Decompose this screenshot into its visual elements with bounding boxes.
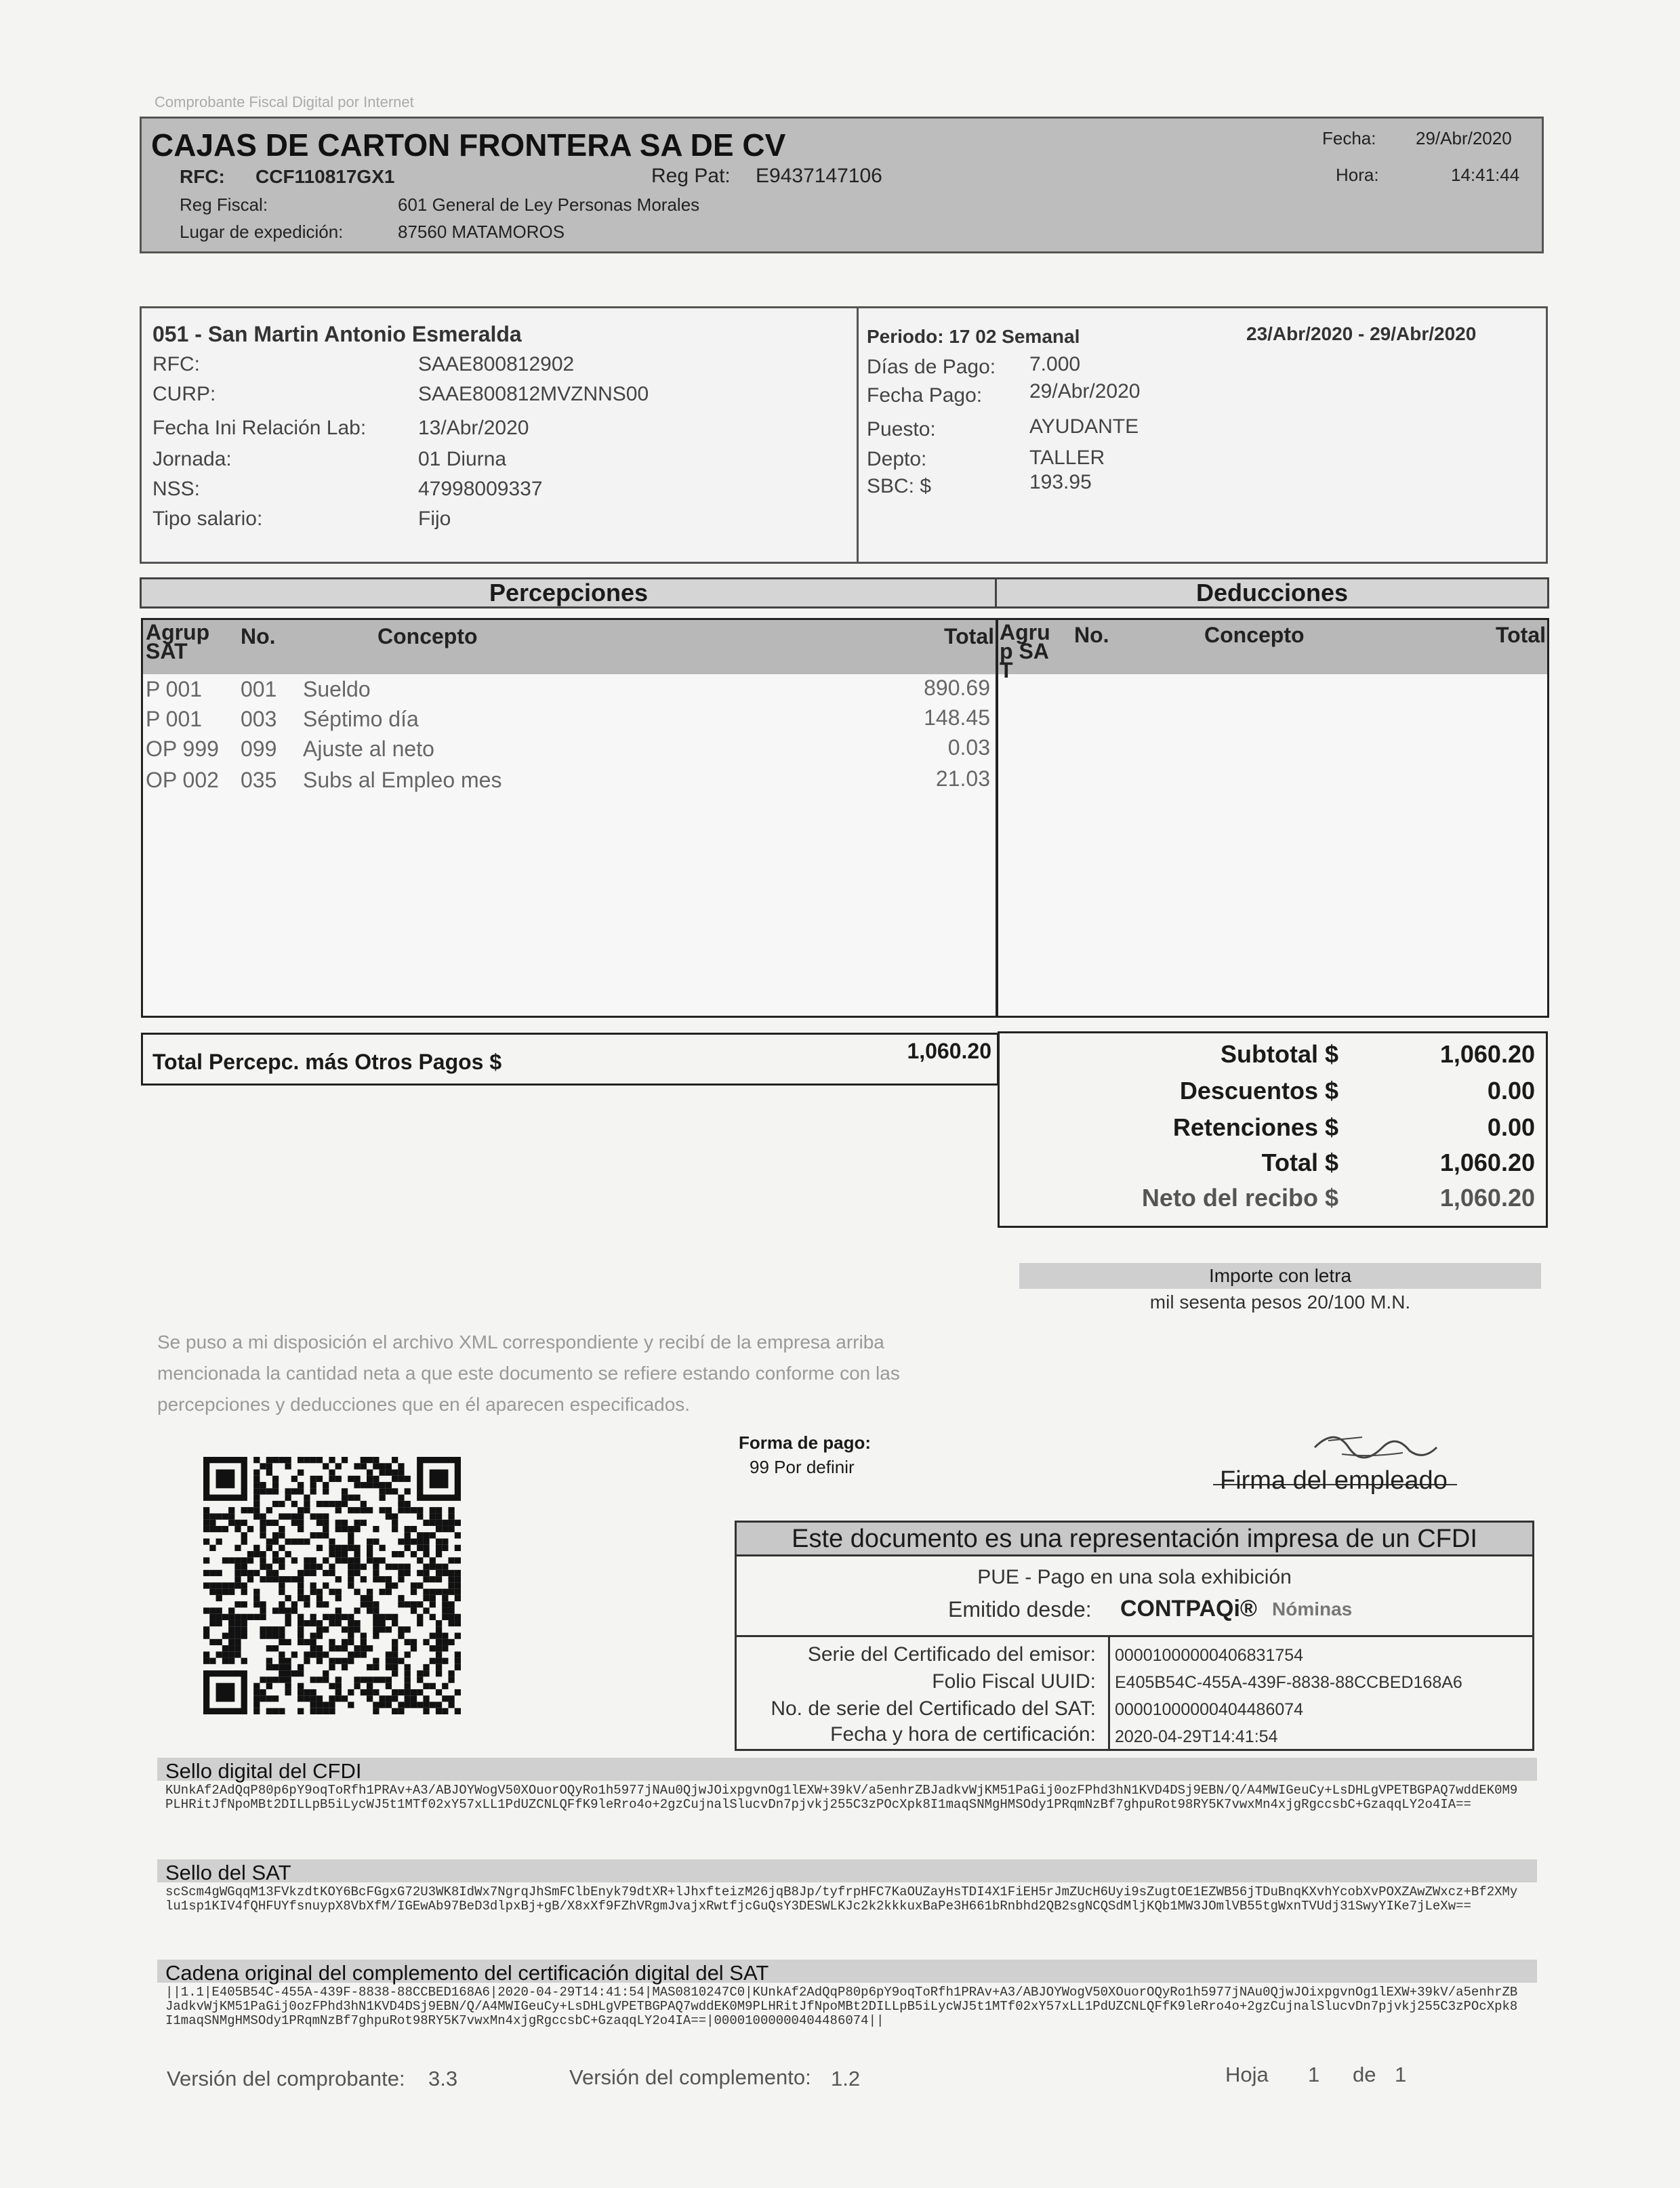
table-row-no: 003 (241, 707, 277, 731)
dias-pago-label: Días de Pago: (867, 356, 996, 378)
total-hojas: 1 (1395, 2063, 1407, 2086)
puesto-label: Puesto: (867, 418, 936, 440)
fecha-cert: 2020-04-29T14:41:54 (1115, 1727, 1278, 1746)
sello-sat-text: scScm4gWGqqM13FVkzdtKOY6BcFGgxG72U3WK8IdWx7NgrqJhSmFClbEnyk79dtXR+lJhxfteizM26jqB8Jp/tyfrpHFC7KaOUZayHsTDI4X1FiEH5rJmZUcH6Uyi9sZugtOE1EZWB56jTDuBnqKXvhYcobXvPOXZAwZWxcz+Bf2XMylu1sp1KIV4fQHFUYfsnuypX8VbXfM/IGEwAb97BeD3dlpxBj+gB/X8xXf9FZhVRgmJvajxRwtfjcGuQsY3DESWLKJc2k2kkkuxBaPe3H661bRnbhd2QB2sgNCQSdMljKQb1MW3JOmlVB55tgWxnTVUdj31SwyYIKe7jLeXw== (165, 1884, 1518, 1914)
forma-pago-value: 99 Por definir (750, 1457, 855, 1477)
document-caption: Comprobante Fiscal Digital por Internet (155, 94, 414, 110)
table-row-total: 148.45 (924, 705, 990, 730)
cert-emisor: 00001000000406831754 (1115, 1646, 1304, 1665)
employee-curp-label: CURP: (152, 383, 216, 405)
de-label: de (1353, 2063, 1376, 2086)
nominas-label: Nóminas (1272, 1598, 1353, 1619)
cfdi-info (735, 1521, 1534, 1751)
fecha-pago-label: Fecha Pago: (867, 384, 983, 407)
col-agrup-sat: Agru p SA T (1000, 620, 1050, 682)
issuer-rfc-label: RFC: (180, 166, 225, 187)
subtotal-value: 1,060.20 (1439, 1040, 1535, 1068)
issuer-rfc: CCF110817GX1 (255, 166, 395, 187)
total-percepciones-value: 1,060.20 (907, 1039, 991, 1063)
nss: 47998009337 (418, 478, 543, 500)
hora-label: Hora: (1336, 165, 1379, 185)
nss-label: NSS: (152, 478, 201, 500)
col-no: No. (1074, 623, 1109, 647)
sello-cfdi-bar (157, 1758, 1537, 1781)
periodo: Periodo: 17 02 Semanal (867, 326, 1080, 347)
table-row-concepto: Subs al Empleo mes (303, 768, 502, 792)
cfdi-divider (737, 1635, 1532, 1637)
retenciones-label: Retenciones $ (1172, 1113, 1338, 1141)
table-row-concepto: Séptimo día (303, 707, 419, 731)
dias-pago: 7.000 (1029, 353, 1081, 375)
total-label: Total $ (1261, 1149, 1338, 1176)
retenciones-value: 0.00 (1487, 1113, 1535, 1141)
table-row-concepto: Sueldo (303, 677, 371, 701)
employee-info (140, 306, 1548, 564)
employee-rfc: SAAE800812902 (418, 353, 575, 375)
deducciones-table (996, 618, 1549, 1018)
fecha-cert-label: Fecha y hora de certificación: (830, 1723, 1096, 1746)
importe-text: mil sesenta pesos 20/100 M.N. (1149, 1292, 1411, 1313)
sello-sat-title: Sello del SAT (165, 1861, 291, 1884)
fecha-ini-label: Fecha Ini Relación Lab: (152, 417, 367, 439)
emitido-label: Emitido desde: (948, 1597, 1092, 1622)
table-row-agrup: OP 002 (146, 768, 219, 792)
uuid: E405B54C-455A-439F-8838-88CCBED168A6 (1115, 1673, 1462, 1692)
version-comprobante: 3.3 (428, 2067, 458, 2090)
col-total: Total (1495, 623, 1546, 647)
percepciones-title: Percepciones (140, 577, 998, 608)
fecha-label: Fecha: (1322, 128, 1376, 148)
depto-label: Depto: (867, 448, 927, 470)
percepciones-table (141, 618, 998, 1018)
col-agrup-sat: Agrup SAT (146, 620, 210, 663)
tipo-salario: Fijo (418, 508, 451, 530)
sbc: 193.95 (1029, 471, 1092, 493)
reg-fiscal-label: Reg Fiscal: (180, 194, 268, 215)
firma-label: Firma del empleado (1220, 1466, 1448, 1495)
table-row-concepto: Ajuste al neto (303, 737, 434, 761)
employee-rfc-label: RFC: (152, 353, 200, 375)
totals-summary (998, 1031, 1548, 1228)
neto-value: 1,060.20 (1439, 1184, 1535, 1212)
jornada: 01 Diurna (418, 448, 507, 470)
cert-sat: 00001000000404486074 (1115, 1700, 1304, 1719)
total-percepciones (141, 1033, 999, 1086)
table-row-agrup: P 001 (146, 707, 203, 731)
table-row-no: 001 (241, 677, 277, 701)
table-row-agrup: P 001 (146, 677, 203, 701)
sbc-label: SBC: $ (867, 475, 932, 497)
issuer-header (140, 117, 1544, 253)
col-concepto: Concepto (1204, 623, 1305, 647)
cert-emisor-label: Serie del Certificado del emisor: (807, 1643, 1096, 1666)
hoja-label: Hoja (1225, 2063, 1269, 2086)
disclaimer-text: Se puso a mi disposición el archivo XML correspondiente y recibí de la empresa arriba mencionada la cantidad neta a que este documento se refiere estando conforme con las percepciones y deducciones que en él aparecen especificados. (157, 1332, 900, 1415)
descuentos-value: 0.00 (1487, 1077, 1535, 1105)
total-percepciones-label: Total Percepc. más Otros Pagos $ (152, 1050, 502, 1074)
reg-pat: E9437147106 (756, 165, 882, 187)
cadena-title: Cadena original del complemento del certificación digital del SAT (165, 1961, 769, 1985)
sello-cfdi-text: KUnkAf2AdQqP80p6pY9oqToRfh1PRAv+A3/ABJOYWogV50XOuorOQyRo1h5977jNAu0QjwJOixpgvnOg1lEXW+39kV/a5enhrZBJadkvWjKM51PaGij0ozFPhd3hN1KVD4DSj9EBN/Q/A4MWIGeuCy+LsDHLgVPETBGPAQ7wddEK0M9PLHRitJfNpoMBt2DILLpB5iLycWJ5t1MTf02xY57xLL1PdUZCNLQFfK9leRro4o+2gzCujnalSlucvDn7pjvkj255C3zPOcXpk8I1maqSNMgHMSOdy1PRqmNzBf7ghpuRot98RY5K7vwxMn4xjgRgccsbC+GzaqqLY2o4IA== (165, 1783, 1518, 1812)
tipo-salario-label: Tipo salario: (152, 508, 263, 530)
deducciones-title: Deducciones (995, 577, 1549, 608)
lugar-expedicion: 87560 MATAMOROS (398, 222, 565, 242)
cfdi-title: Este documento es una representación impresa de un CFDI (737, 1523, 1532, 1556)
periodo-rango: 23/Abr/2020 - 29/Abr/2020 (1246, 323, 1477, 344)
version-complemento: 1.2 (831, 2067, 861, 2090)
fecha-pago: 29/Abr/2020 (1029, 380, 1141, 402)
cadena-text: ||1.1|E405B54C-455A-439F-8838-88CCBED168A6|2020-04-29T14:41:54|MAS0810247C0|KUnkAf2AdQqP80p6pY9oqToRfh1PRAv+A3/ABJOYWogV50XOuorOQyRo1h5977jNAu0QjwJOixpgvnOg1lEXW+39kV/a5enhrZBJadkvWjKM51PaGij0ozFPhd3hN1KVD4DSj9EBN/Q/A4MWIGeuCy+LsDHLgVPETBGPAQ7wddEK0M9PLHRitJfNpoMBt2DILLpB5iLycWJ5t1MTf02xY57xLL1PdUZCNLQFfK9leRro4o+2gzCujnalSlucvDn7pjvkj255C3zPOcXpk8I1maqSNMgHMSOdy1PRqmNzBf7ghpuRot98RY5K7vwxMn4xjgRgccsbC+GzaqqLY2o4IA==|00001000000404486074|| (165, 1985, 1518, 2028)
table-row-agrup: OP 999 (146, 737, 219, 761)
table-row-total: 890.69 (924, 676, 990, 700)
version-comprobante-label: Versión del comprobante: (167, 2067, 405, 2090)
uuid-label: Folio Fiscal UUID: (932, 1670, 1096, 1693)
total-value: 1,060.20 (1439, 1149, 1535, 1176)
sello-cfdi-title: Sello digital del CFDI (165, 1759, 362, 1783)
importe-label: Importe con letra (1019, 1263, 1541, 1289)
col-no: No. (241, 624, 276, 648)
subtotal-label: Subtotal $ (1220, 1040, 1338, 1068)
fecha-ini: 13/Abr/2020 (418, 417, 529, 439)
employee-divider (857, 308, 859, 562)
version-complemento-label: Versión del complemento: (569, 2065, 811, 2089)
cert-sat-label: No. de serie del Certificado del SAT: (771, 1697, 1096, 1720)
table-row-total: 21.03 (935, 766, 990, 791)
table-row-no: 099 (241, 737, 277, 761)
employee-name: 051 - San Martin Antonio Esmeralda (152, 322, 522, 346)
table-row-total: 0.03 (947, 735, 990, 760)
hoja-number: 1 (1308, 2063, 1320, 2086)
metodo-pago: PUE - Pago en una sola exhibición (977, 1566, 1292, 1588)
cfdi-vline (1108, 1635, 1110, 1749)
employee-curp: SAAE800812MVZNNS00 (418, 383, 649, 405)
fecha-value: 29/Abr/2020 (1416, 128, 1512, 148)
qr-code-icon (203, 1457, 461, 1714)
table-row-no: 035 (241, 768, 277, 792)
forma-pago-label: Forma de pago: (739, 1432, 872, 1453)
col-total: Total (943, 624, 994, 648)
col-concepto: Concepto (377, 624, 478, 648)
neto-label: Neto del recibo $ (1141, 1184, 1338, 1212)
puesto: AYUDANTE (1029, 415, 1139, 438)
hora-value: 14:41:44 (1451, 165, 1520, 185)
contpaqi-logo: CONTPAQi® (1120, 1596, 1257, 1622)
depto: TALLER (1029, 447, 1105, 469)
jornada-label: Jornada: (152, 448, 232, 470)
lugar-expedicion-label: Lugar de expedición: (180, 222, 344, 242)
sello-sat-bar (157, 1859, 1537, 1882)
reg-pat-label: Reg Pat: (651, 165, 731, 187)
reg-fiscal: 601 General de Ley Personas Morales (398, 194, 700, 215)
descuentos-label: Descuentos $ (1179, 1077, 1338, 1105)
company-name: CAJAS DE CARTON FRONTERA SA DE CV (151, 127, 786, 163)
